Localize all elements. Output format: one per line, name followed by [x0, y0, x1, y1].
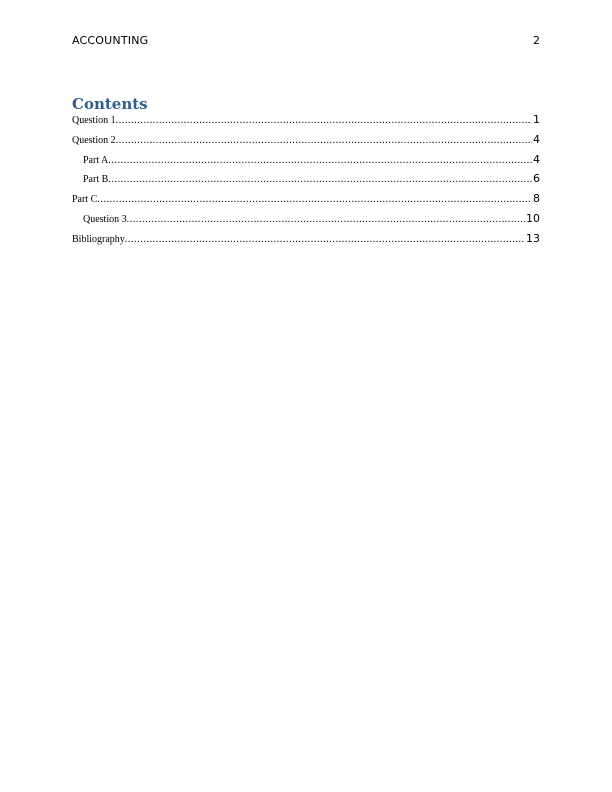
toc-dot-leader	[125, 233, 525, 247]
toc-entry-page: 4	[533, 152, 540, 166]
toc-dot-leader	[127, 213, 525, 227]
toc-entry-label: Part A	[83, 154, 109, 166]
running-head: ACCOUNTING	[72, 34, 149, 47]
toc-entry-label: Question 1	[72, 115, 116, 126]
toc-entry-question-1[interactable]	[72, 113, 540, 133]
toc-entry-page: 8	[533, 192, 540, 206]
toc-dot-leader	[116, 134, 532, 148]
toc-entry-question-2[interactable]	[72, 133, 540, 153]
toc-dot-leader	[116, 114, 532, 128]
toc-entry-bibliography[interactable]	[72, 232, 540, 252]
toc-entry-label: Part C	[72, 194, 98, 206]
toc-entry-part-b[interactable]	[72, 172, 540, 192]
page-header	[72, 34, 540, 48]
toc-entry-label: Question 3	[83, 213, 127, 225]
toc-entry-page: 1	[533, 113, 540, 126]
page-number: 2	[533, 34, 540, 47]
toc-dot-leader	[108, 154, 532, 168]
toc-entry-page: 4	[533, 132, 540, 146]
toc-entry-part-c[interactable]	[72, 192, 540, 212]
toc-entry-page: 13	[526, 231, 540, 245]
toc-dot-leader	[97, 193, 532, 207]
toc-title: Contents	[72, 95, 148, 113]
toc-entry-page: 10	[526, 211, 540, 225]
toc-entry-label: Part B	[83, 174, 109, 186]
toc-entry-label: Question 2	[72, 134, 116, 146]
toc-entry-part-a[interactable]	[72, 153, 540, 173]
toc-entry-label: Bibliography	[72, 233, 125, 245]
toc-dot-leader	[108, 173, 532, 187]
table-of-contents	[72, 113, 540, 252]
toc-entry-question-3[interactable]	[72, 212, 540, 232]
toc-entry-page: 6	[533, 172, 540, 186]
